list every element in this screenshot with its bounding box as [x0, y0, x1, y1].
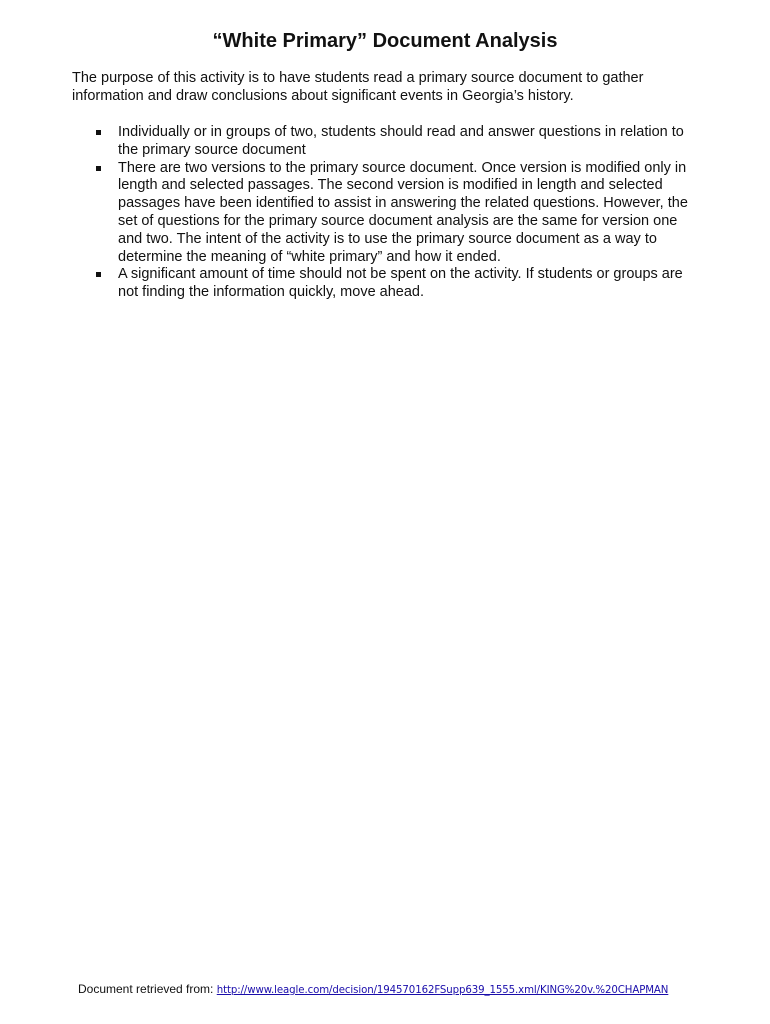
- footer-label: Document retrieved from:: [78, 982, 214, 996]
- list-item-text: A significant amount of time should not be spent on the activity. If students or groups are not finding the information quickly, move ahead.: [118, 266, 683, 301]
- list-item: [95, 266, 705, 302]
- square-bullet-icon: [96, 272, 101, 277]
- source-footer: [78, 981, 758, 999]
- list-item: [95, 160, 705, 267]
- square-bullet-icon: [96, 166, 101, 171]
- square-bullet-icon: [96, 130, 101, 135]
- intro-paragraph: The purpose of this activity is to have students read a primary source document to gather information and draw conclusions about significant events in Georgia’s history.: [72, 70, 644, 104]
- list-item-text: Individually or in groups of two, students should read and answer questions in relation to the primary source document: [118, 124, 684, 158]
- page-title: “White Primary” Document Analysis: [212, 30, 558, 52]
- source-link[interactable]: http://www.leagle.com/decision/194570162FSupp639_1555.xml/KING%20v.%20CHAPMAN: [216, 985, 669, 996]
- instruction-list: [95, 124, 705, 302]
- list-item-text: There are two versions to the primary source document. Once version is modified only in length and selected passages. The second version is modified in length and selected passages have been identified to assist in answering the related questions. However, the set of questions for the primary source document analysis are the same for version one and two. The intent of the activity is to use the primary source document as a way to determine the meaning of “white primary” and how it ended.: [118, 159, 688, 265]
- list-item: [95, 124, 705, 160]
